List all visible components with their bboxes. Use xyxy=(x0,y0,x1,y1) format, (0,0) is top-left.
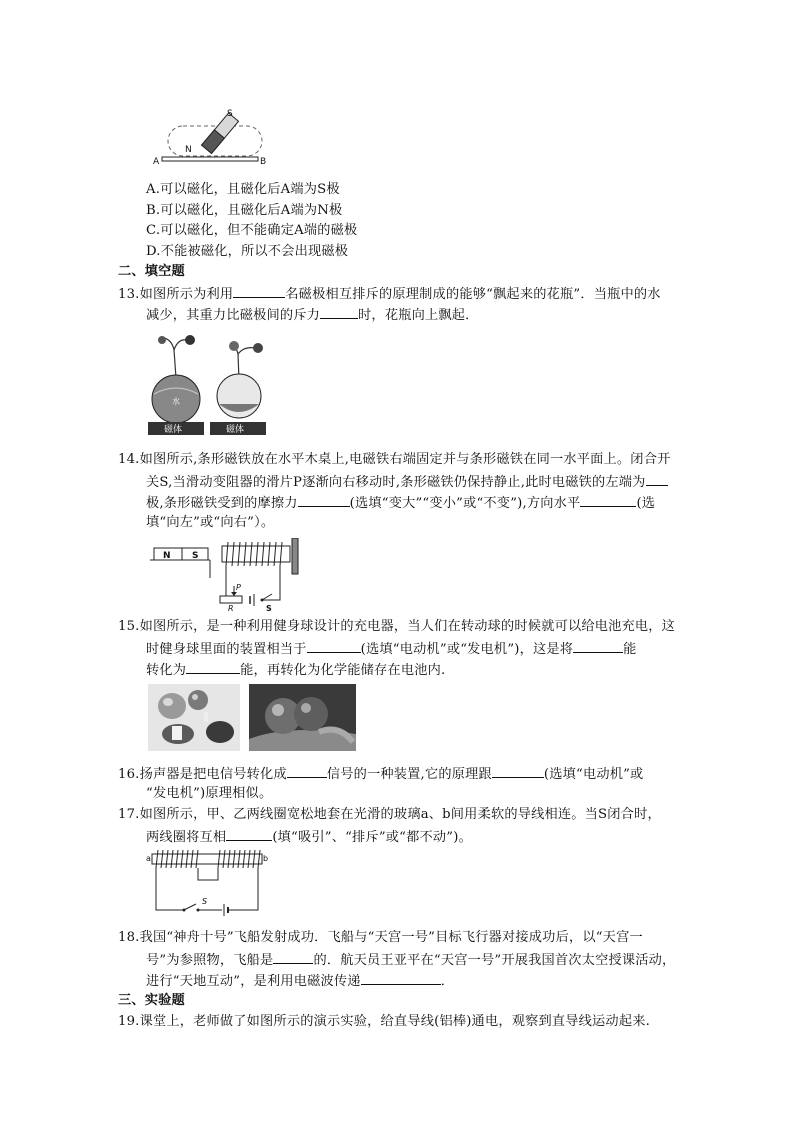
q17-line1: 17.如图所示，甲、乙两线圈宽松地套在光滑的玻璃a、b间用柔软的导线相连。当S闭合时， xyxy=(118,807,661,822)
q13-text-2b: 时，花瓶向上飘起． xyxy=(358,308,479,323)
q15-line2 xyxy=(146,638,637,660)
q15-photo-hand-balls xyxy=(249,684,356,751)
q17-text-2a: 两线圈将互相 xyxy=(146,830,227,845)
q12-label-s: S xyxy=(227,109,233,119)
q14-blank-3[interactable] xyxy=(580,492,636,507)
q13-line2 xyxy=(146,304,479,326)
q12-magnet-figure xyxy=(150,104,270,166)
q16-blank-2[interactable] xyxy=(492,763,544,778)
q16-line1 xyxy=(118,763,643,785)
q15-text-2a: 时健身球里面的装置相当于 xyxy=(146,642,307,657)
q15-line1: 15.如图所示，是一种利用健身球设计的充电器，当人们在转动球的时候就可以给电池充电，这 xyxy=(118,619,676,634)
q12-label-a: A xyxy=(153,157,160,166)
q18-line3 xyxy=(146,970,454,992)
q14-blank-2[interactable] xyxy=(298,492,350,507)
q15-blank-2[interactable] xyxy=(573,638,623,653)
q15-text-2b: (选填“电动机”或“发电机”)，这是将 xyxy=(360,642,574,657)
q15-text-3b: 能，再转化为化学能储存在电池内. xyxy=(240,663,446,678)
q14-text-3c: (选 xyxy=(636,496,656,511)
q15-blank-3[interactable] xyxy=(186,659,240,674)
q13-text-1b: 名磁极相互排斥的原理制成的能够“飘起来的花瓶”．当瓶中的水 xyxy=(285,287,661,302)
q12-label-b: B xyxy=(260,157,267,166)
q14-circuit-figure xyxy=(150,538,310,612)
q16-blank-1[interactable] xyxy=(287,763,327,778)
q13-text-1a: 13.如图所示为利用 xyxy=(118,287,234,302)
q17-label-s: S xyxy=(202,897,208,906)
q14-line2 xyxy=(146,471,668,493)
q14-blank-1[interactable] xyxy=(646,471,668,486)
q14-line3 xyxy=(146,492,655,514)
q16-text-1c: (选填“电动机”或 xyxy=(543,767,644,782)
q18-text-2a: 号”为参照物，飞船是 xyxy=(146,953,274,968)
q17-coils-figure xyxy=(146,848,268,916)
q19-line1: 19.课堂上，老师做了如图所示的演示实验，给直导线(铝棒)通电，观察到直导线运动起来. xyxy=(118,1014,650,1029)
q13-label-right: 磁体 xyxy=(226,425,245,435)
q13-water-label: 水 xyxy=(172,397,180,406)
section-title-experiment: 三、实验题 xyxy=(118,993,185,1008)
q17-label-b: b xyxy=(263,854,268,863)
q16-text-1a: 16.扬声器是把电信号转化成 xyxy=(118,767,287,782)
q14-text-2a: 关S,当滑动变阻器的滑片P逐渐向右移动时,条形磁铁仍保持静止,此时电磁铁的左端为 xyxy=(146,475,646,490)
q17-text-2b: (填“吸引”、“排斥”或“都不动”)。 xyxy=(272,830,472,845)
q13-blank-2[interactable] xyxy=(320,304,358,319)
q18-line1: 18.我国“神舟十号”飞船发射成功．飞船与“天宫一号”目标飞行器对接成功后，以“天宫一 xyxy=(118,930,643,945)
q18-text-3b: ． xyxy=(440,974,455,989)
q12-option-a: A.可以磁化，且磁化后A端为S极 xyxy=(146,182,340,197)
q18-line2 xyxy=(146,949,675,971)
q17-label-a: a xyxy=(146,854,151,863)
q14-label-switch: S xyxy=(266,604,272,612)
q18-blank-2[interactable] xyxy=(361,970,441,985)
q13-blank-1[interactable] xyxy=(233,283,285,298)
q17-blank-1[interactable] xyxy=(226,826,272,841)
q14-label-p: P xyxy=(236,583,241,592)
q17-line2 xyxy=(146,826,472,848)
q18-text-2b: 的．航天员王亚平在“天宫一号”开展我国首次太空授课活动， xyxy=(313,953,676,968)
q18-text-3a: 进行“天地互动”，是利用电磁波传递 xyxy=(146,974,361,989)
q16-line2: “发电机”)原理相似。 xyxy=(146,786,273,801)
q14-label-r: R xyxy=(228,604,234,612)
q12-option-b: B.可以磁化，且磁化后A端为N极 xyxy=(146,203,343,218)
q14-text-3b: (选填“变大”“变小”或“不变”),方向水平 xyxy=(349,496,581,511)
q14-line1: 14.如图所示,条形磁铁放在水平木桌上,电磁铁右端固定并与条形磁铁在同一水平面上。闭合开 xyxy=(118,452,671,467)
q14-text-3a: 极,条形磁铁受到的摩擦力 xyxy=(146,496,298,511)
q15-blank-1[interactable] xyxy=(307,638,361,653)
q15-text-3a: 转化为 xyxy=(146,663,187,678)
section-title-fill-blank: 二、填空题 xyxy=(118,264,185,279)
q13-label-left: 磁体 xyxy=(164,425,183,435)
q14-line4: 填“向左”或“向右”）。 xyxy=(146,515,275,530)
q18-blank-1[interactable] xyxy=(273,949,313,964)
q13-line1 xyxy=(118,283,661,305)
q13-text-2a: 减少，其重力比磁极间的斥力 xyxy=(146,308,321,323)
q12-option-c: C.可以磁化，但不能确定A端的磁极 xyxy=(146,223,358,238)
q14-label-s: S xyxy=(192,551,199,561)
q12-option-d: D.不能被磁化，所以不会出现磁极 xyxy=(146,244,349,259)
q15-text-2c: 能 xyxy=(623,642,637,657)
q15-line3 xyxy=(146,659,445,681)
q12-label-n: N xyxy=(185,145,192,155)
q14-label-n: N xyxy=(163,551,171,561)
q15-photo-fitness-balls xyxy=(148,684,240,751)
q13-vase-figure xyxy=(144,332,274,436)
q16-text-1b: 信号的一种装置,它的原理跟 xyxy=(326,767,492,782)
